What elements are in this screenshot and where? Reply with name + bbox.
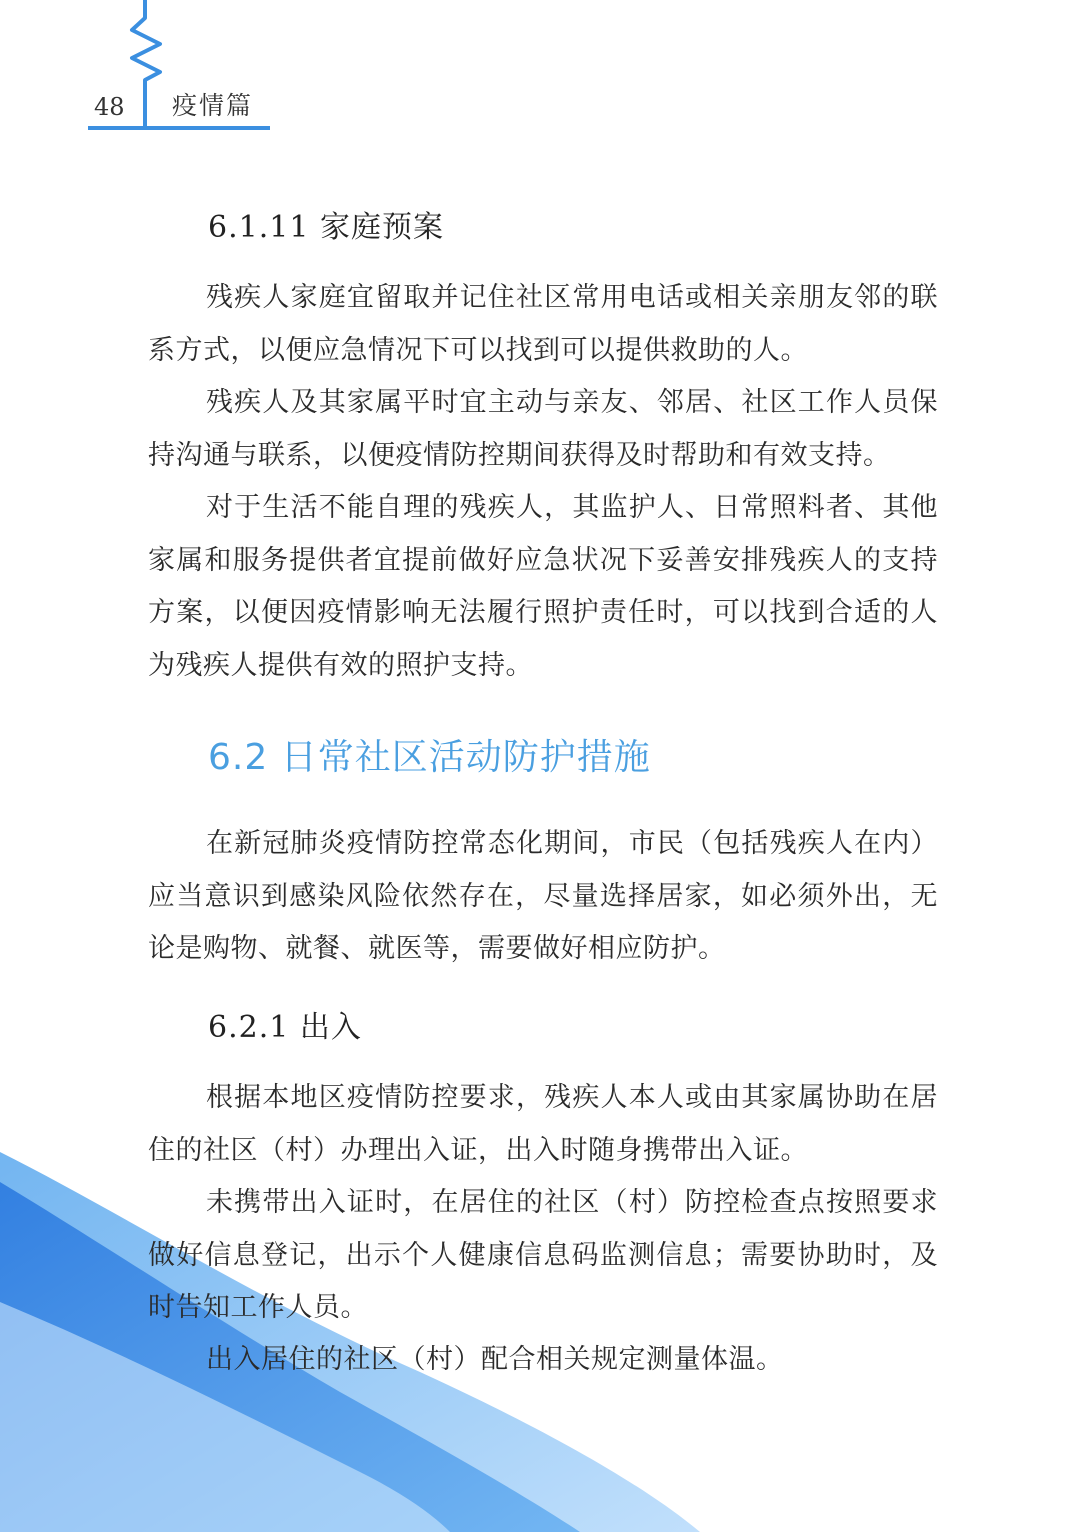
- chapter-label: 疫情篇: [172, 91, 254, 120]
- header-decoration: [0, 0, 300, 140]
- paragraph: 残疾人家庭宜留取并记住社区常用电话或相关亲朋友邻的联系方式，以便应急情况下可以找到可以提供救助的人。: [148, 282, 938, 366]
- section-title-6-2: 6.2 日常社区活动防护措施: [208, 737, 651, 778]
- zigzag-line: [132, 0, 160, 128]
- paragraph: 出入居住的社区（村）配合相关规定测量体温。: [206, 1344, 784, 1375]
- paragraph: 残疾人及其家属平时宜主动与亲友、邻居、社区工作人员保持沟通与联系，以便疫情防控期间获得及时帮助和有效支持。: [148, 387, 938, 471]
- subsection-title-6-2-1: 6.2.1 出入: [208, 1010, 362, 1045]
- paragraph: 对于生活不能自理的残疾人，其监护人、日常照料者、其他家属和服务提供者宜提前做好应急状况下妥善安排残疾人的支持方案，以便因疫情影响无法履行照护责任时，可以找到合适的人为残疾人提供有效的照护支持。: [148, 492, 938, 681]
- paragraph: 根据本地区疫情防控要求，残疾人本人或由其家属协助在居住的社区（村）办理出入证，出入时随身携带出入证。: [148, 1082, 938, 1166]
- paragraph: 在新冠肺炎疫情防控常态化期间，市民（包括残疾人在内）应当意识到感染风险依然存在，尽量选择居家，如必须外出，无论是购物、就餐、就医等，需要做好相应防护。: [148, 828, 938, 964]
- paragraph: 未携带出入证时，在居住的社区（村）防控检查点按照要求做好信息登记，出示个人健康信息码监测信息；需要协助时，及时告知工作人员。: [148, 1187, 938, 1323]
- subsection-title-6-1-11: 6.1.11 家庭预案: [208, 210, 444, 245]
- page-number: 48: [94, 93, 125, 121]
